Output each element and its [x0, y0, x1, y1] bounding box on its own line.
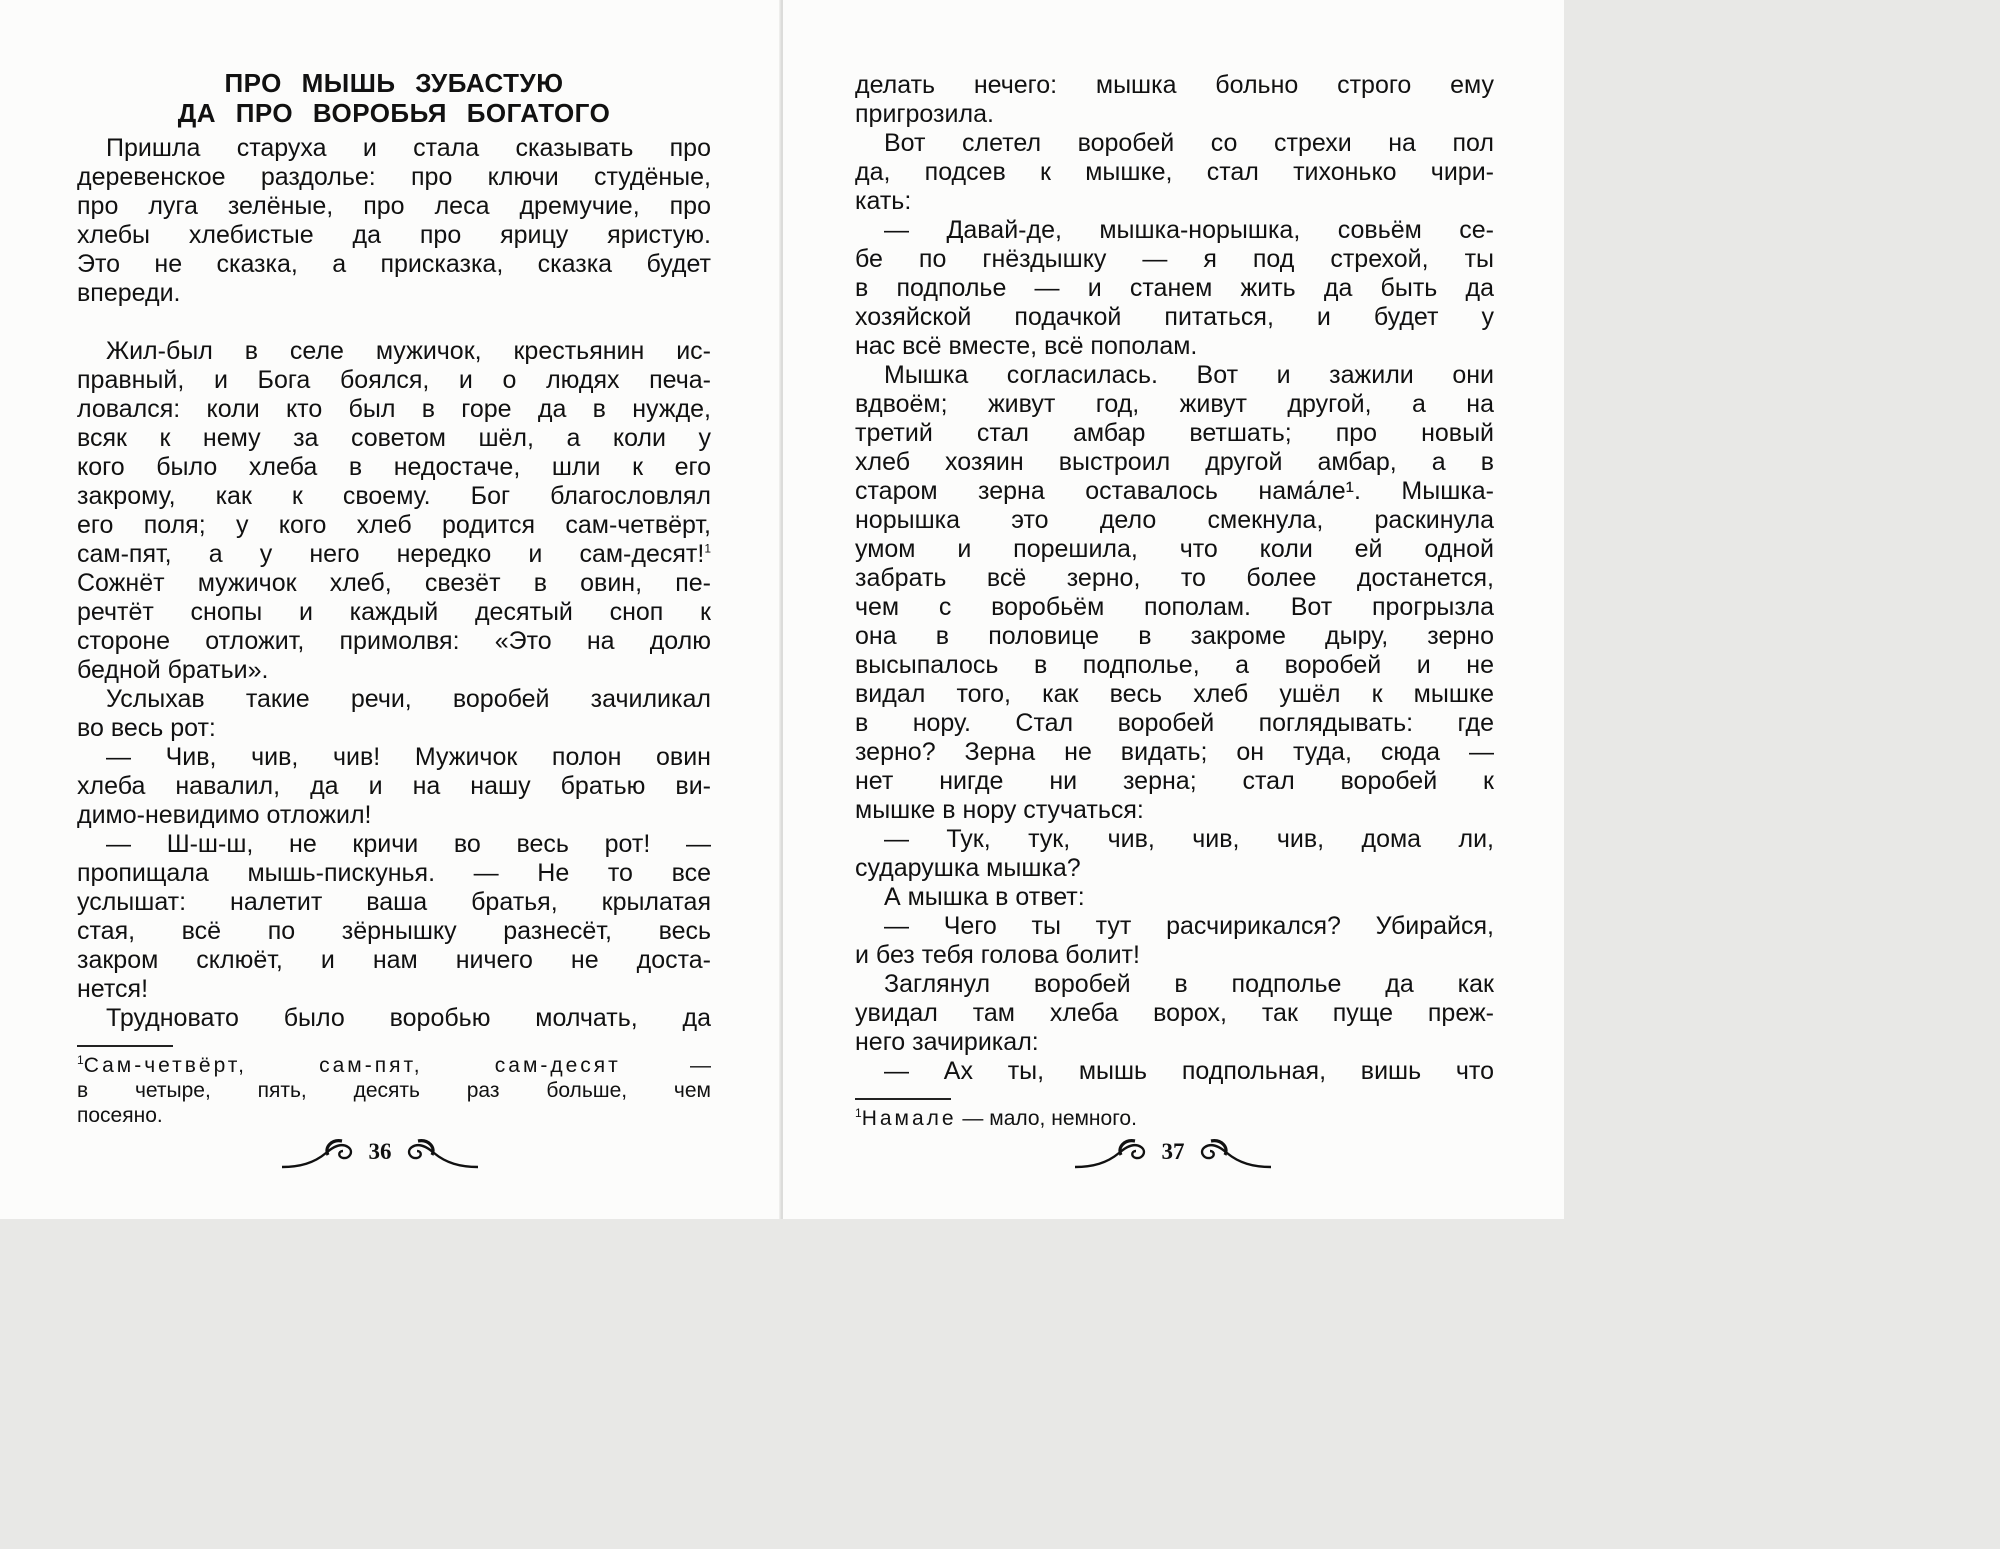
text-line-content: Услыхав такие речи, воробей зачиликал	[106, 685, 711, 713]
text-line-content: норышка это дело смекнула, раскинула	[855, 506, 1494, 534]
text-line-content: кого было хлеба в недостаче, шли к его	[77, 453, 711, 481]
text-line-content: его поля; у кого хлеб родится сам-четвёрт,	[77, 511, 711, 539]
footnote-line: посеяно.	[77, 1104, 163, 1127]
text-line	[77, 453, 711, 482]
text-line	[77, 192, 711, 221]
text-line	[855, 477, 1494, 506]
text-line-content: нас всё вместе, всё пополам.	[855, 332, 1198, 360]
text-line	[77, 859, 711, 888]
text-line	[855, 999, 1494, 1028]
text-line	[855, 883, 1494, 912]
section-break	[77, 308, 711, 337]
text-line	[77, 540, 711, 569]
text-line-content: пропищала мышь-пискунья. — Не то все	[77, 859, 711, 887]
page-number-ornament	[1073, 1133, 1273, 1173]
text-line-content: Жил-был в селе мужичок, крестьянин ис-	[106, 337, 711, 365]
text-line-content: закром склюёт, и нам ничего не доста-	[77, 946, 711, 974]
text-line-content: — Давай-де, мышка-норышка, совьём се-	[884, 216, 1494, 244]
text-line-content: да, подсев к мышке, стал тихонько чири-	[855, 158, 1494, 186]
text-line-content: хлеба навалил, да и на нашу братью ви-	[77, 772, 711, 800]
text-line	[77, 395, 711, 424]
page-number: 37	[1161, 1139, 1185, 1164]
text-line-content: закрому, как к своему. Бог благословлял	[77, 482, 711, 510]
text-line-content: А мышка в ответ:	[884, 883, 1085, 911]
text-line	[855, 129, 1494, 158]
text-line	[77, 801, 711, 830]
text-line	[855, 361, 1494, 390]
footnote-term: Намале	[861, 1107, 957, 1130]
text-line-content: — Чего ты тут расчирикался? Убирайся,	[884, 912, 1494, 940]
text-line	[77, 946, 711, 975]
text-line-content: — Чив, чив, чив! Мужичок полон овин	[106, 743, 711, 771]
story-title	[77, 68, 711, 128]
text-line	[77, 830, 711, 859]
text-line-content: умом и порешила, что коли ей одной	[855, 535, 1494, 563]
text-line	[855, 651, 1494, 680]
right-page	[783, 0, 1564, 1219]
text-line	[855, 448, 1494, 477]
text-line-content: зерно? Зерна не видать; он туда, сюда —	[855, 738, 1494, 766]
text-line-content: стая, всё по зёрнышку разнесёт, весь	[77, 917, 711, 945]
right-body-text	[855, 71, 1494, 1086]
text-line-content: высыпалось в подполье, а воробей и не	[855, 651, 1494, 679]
text-line-content: третий стал амбар ветшать; про новый	[855, 419, 1494, 447]
text-line	[855, 332, 1494, 361]
text-line	[855, 1057, 1494, 1086]
text-line-content: речтёт снопы и каждый десятый сноп к	[77, 598, 711, 626]
text-line-content: Пришла старуха и стала сказывать про	[106, 134, 711, 162]
text-line-content: Сожнёт мужичок хлеб, свезёт в овин, пе-	[77, 569, 711, 597]
text-line	[77, 337, 711, 366]
text-line-content: кать:	[855, 187, 912, 215]
text-line	[855, 71, 1494, 100]
text-line-content: бе по гнёздышку — я под стрехой, ты	[855, 245, 1494, 273]
footnote-line	[77, 1053, 711, 1078]
text-line-content: сам-пят, а у него нередко и сам-десят!	[77, 540, 705, 568]
footnote-reference: 1	[704, 541, 711, 556]
text-line	[855, 274, 1494, 303]
text-line	[855, 216, 1494, 245]
text-line-content: Это не сказка, а присказка, сказка будет	[77, 250, 711, 278]
footnote-term: Сам-четвёрт, сам-пят, сам-десят	[83, 1054, 621, 1077]
text-line-content: ловался: коли кто был в горе да в нужде,	[77, 395, 711, 423]
text-line	[77, 975, 711, 1004]
text-line	[855, 419, 1494, 448]
footnote-definition: — мало, немного.	[956, 1107, 1137, 1130]
text-line	[855, 854, 1494, 883]
text-line-content: в подполье — и станем жить да быть да	[855, 274, 1494, 302]
text-line-content: нется!	[77, 975, 149, 1003]
text-line-content: впереди.	[77, 279, 181, 307]
text-line-content: забрать всё зерно, то более достанется,	[855, 564, 1494, 592]
text-line	[77, 482, 711, 511]
text-line-content: услышат: налетит ваша братья, крылатая	[77, 888, 711, 916]
text-line	[855, 187, 1494, 216]
text-line	[855, 680, 1494, 709]
text-line-content: Трудновато было воробью молчать, да	[106, 1004, 711, 1032]
text-line	[77, 1004, 711, 1033]
text-line-content: хозяйской подачкой питаться, и будет у	[855, 303, 1494, 331]
text-line-content: вдвоём; живут год, живут другой, а на	[855, 390, 1494, 418]
text-line-content: увидал там хлеба ворох, так пуще преж-	[855, 999, 1494, 1027]
text-line	[77, 221, 711, 250]
text-line	[77, 424, 711, 453]
text-line	[77, 627, 711, 656]
text-line-content: хлеб хозяин выстроил другой амбар, а в	[855, 448, 1494, 476]
left-footnote	[77, 1053, 711, 1128]
text-line-content: в нору. Стал воробей поглядывать: где	[855, 709, 1494, 737]
text-line	[855, 303, 1494, 332]
text-line	[855, 506, 1494, 535]
footnote-mark: 1	[855, 1106, 862, 1120]
text-line	[77, 888, 711, 917]
text-line	[855, 767, 1494, 796]
text-line-content: — Тук, тук, чив, чив, чив, дома ли,	[884, 825, 1494, 853]
text-line-content: — Ах ты, мышь подпольная, вишь что	[884, 1057, 1494, 1085]
text-line	[77, 714, 711, 743]
text-line	[855, 100, 1494, 129]
footnote-definition: —	[620, 1054, 711, 1077]
text-line-content: Мышка согласилась. Вот и зажили они	[884, 361, 1494, 389]
text-line-content: хлебы хлебистые да про ярицу яристую.	[77, 221, 711, 249]
text-line-content: бедной братьи».	[77, 656, 269, 684]
text-line-content: видал того, как весь хлеб ушёл к мышке	[855, 680, 1494, 708]
text-line-content: нет нигде ни зерна; стал воробей к	[855, 767, 1494, 795]
text-line	[77, 772, 711, 801]
text-line-content: мышке в нору стучаться:	[855, 796, 1144, 824]
text-line	[855, 564, 1494, 593]
text-line-content: — Ш-ш-ш, не кричи во весь рот! —	[106, 830, 711, 858]
title-line: ДА ПРО ВОРОБЬЯ БОГАТОГО	[177, 98, 611, 128]
text-line	[77, 743, 711, 772]
text-line-content: стороне отложит, примолвя: «Это на долю	[77, 627, 711, 655]
title-line: ПРО МЫШЬ ЗУБАСТУЮ	[224, 68, 564, 98]
text-line	[855, 796, 1494, 825]
text-line	[855, 622, 1494, 651]
text-line-content: Вот слетел воробей со стрехи на пол	[884, 129, 1494, 157]
text-line-content: пригрозила.	[855, 100, 994, 128]
left-page	[0, 0, 781, 1219]
footnote-rule	[77, 1045, 173, 1047]
text-line	[77, 598, 711, 627]
text-line-content: деревенское раздолье: про ключи студёные,	[77, 163, 711, 191]
text-line	[77, 656, 711, 685]
text-line	[77, 250, 711, 279]
right-footnote	[855, 1106, 1494, 1131]
text-line-content: правный, и Бога боялся, и о людях печа-	[77, 366, 711, 394]
text-line-content: Заглянул воробей в подполье да как	[884, 970, 1494, 998]
text-line	[77, 511, 711, 540]
text-line	[855, 1028, 1494, 1057]
text-line	[855, 390, 1494, 419]
text-line-content: про луга зелёные, про леса дремучие, про	[77, 192, 711, 220]
text-line-content: во весь рот:	[77, 714, 216, 742]
text-line	[855, 593, 1494, 622]
footnote-rule	[855, 1098, 951, 1100]
text-line	[77, 685, 711, 714]
text-line	[855, 825, 1494, 854]
footnote-line	[855, 1106, 1494, 1131]
page-number-ornament	[280, 1133, 480, 1173]
text-line	[855, 941, 1494, 970]
footnote-line: в четыре, пять, десять раз больше, чем	[77, 1079, 711, 1102]
text-line	[77, 134, 711, 163]
text-line	[855, 158, 1494, 187]
text-line	[855, 912, 1494, 941]
text-line-content: чем с воробьём пополам. Вот прогрызла	[855, 593, 1494, 621]
page-number: 36	[368, 1139, 392, 1164]
text-line	[855, 738, 1494, 767]
text-line	[855, 709, 1494, 738]
text-line	[855, 535, 1494, 564]
text-line-content: старом зерна оставалось нама́ле¹. Мышка-	[855, 477, 1494, 505]
text-line	[855, 970, 1494, 999]
text-line	[77, 366, 711, 395]
text-line	[77, 279, 711, 308]
text-line-content: димо-невидимо отложил!	[77, 801, 372, 829]
text-line	[855, 245, 1494, 274]
text-line-content: делать нечего: мышка больно строго ему	[855, 71, 1494, 99]
text-line-content: всяк к нему за советом шёл, а коли у	[77, 424, 711, 452]
text-line-content: она в половице в закроме дыру, зерно	[855, 622, 1494, 650]
text-line-content: сударушка мышка?	[855, 854, 1081, 882]
text-line	[77, 917, 711, 946]
left-body-text	[77, 134, 711, 1033]
text-line	[77, 163, 711, 192]
footnote-mark: 1	[77, 1053, 84, 1067]
text-line	[77, 569, 711, 598]
text-line-content: него зачирикал:	[855, 1028, 1039, 1056]
text-line-content: и без тебя голова болит!	[855, 941, 1140, 969]
